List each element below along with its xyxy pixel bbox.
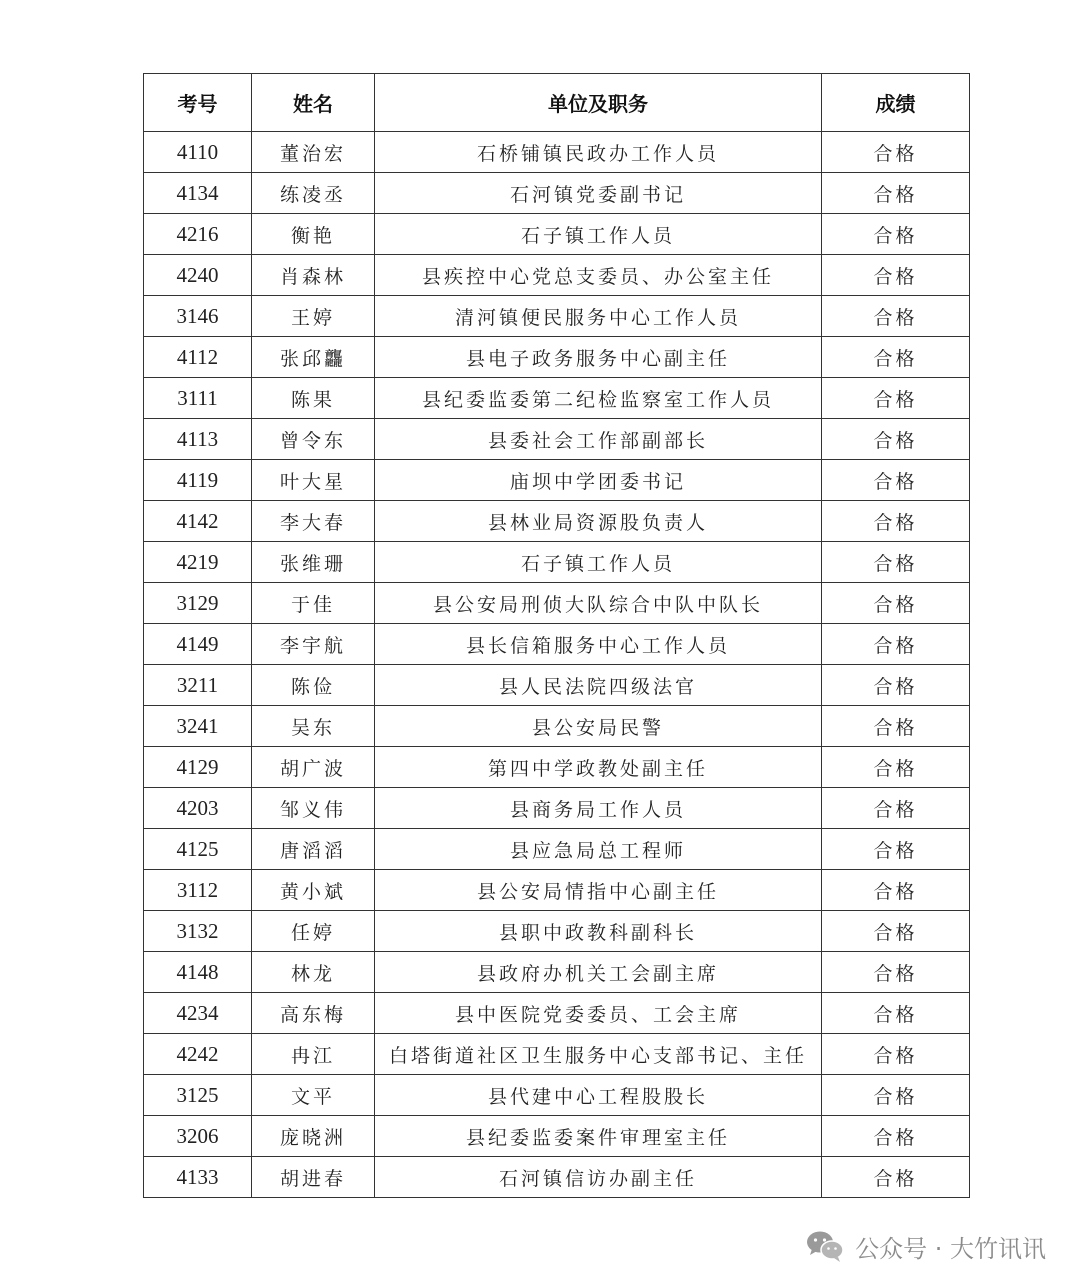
result-cell: 合格: [822, 460, 970, 501]
exam-number-cell: 3206: [144, 1116, 252, 1157]
watermark: [805, 1226, 1046, 1266]
results-table: [143, 73, 970, 1198]
unit-position-cell: 庙坝中学团委书记: [375, 460, 822, 501]
name-cell: 庞晓洲: [252, 1116, 375, 1157]
name-cell: 林龙: [252, 952, 375, 993]
exam-number-cell: 4134: [144, 173, 252, 214]
exam-number-cell: 4149: [144, 624, 252, 665]
result-cell: 合格: [822, 542, 970, 583]
name-cell: 陈俭: [252, 665, 375, 706]
unit-position-cell: 县纪委监委案件审理室主任: [375, 1116, 822, 1157]
result-cell: 合格: [822, 788, 970, 829]
header-result: 成绩: [822, 74, 970, 132]
exam-number-cell: 4234: [144, 993, 252, 1034]
result-cell: 合格: [822, 296, 970, 337]
table-row: [144, 1034, 970, 1075]
result-cell: 合格: [822, 378, 970, 419]
unit-position-cell: 石河镇党委副书记: [375, 173, 822, 214]
name-cell: 文平: [252, 1075, 375, 1116]
table-row: [144, 1116, 970, 1157]
result-cell: 合格: [822, 1157, 970, 1198]
name-cell: 李大春: [252, 501, 375, 542]
unit-position-cell: 县应急局总工程师: [375, 829, 822, 870]
results-table-container: [143, 73, 969, 1198]
exam-number-cell: 4203: [144, 788, 252, 829]
name-cell: 胡进春: [252, 1157, 375, 1198]
name-cell: 唐滔滔: [252, 829, 375, 870]
result-cell: 合格: [822, 501, 970, 542]
table-row: [144, 829, 970, 870]
table-body: [144, 132, 970, 1198]
exam-number-cell: 4240: [144, 255, 252, 296]
exam-number-cell: 4242: [144, 1034, 252, 1075]
table-row: [144, 337, 970, 378]
table-row: [144, 583, 970, 624]
unit-position-cell: 第四中学政教处副主任: [375, 747, 822, 788]
table-row: [144, 993, 970, 1034]
unit-position-cell: 县代建中心工程股股长: [375, 1075, 822, 1116]
table-row: [144, 501, 970, 542]
exam-number-cell: 4110: [144, 132, 252, 173]
exam-number-cell: 4148: [144, 952, 252, 993]
table-row: [144, 173, 970, 214]
name-cell: 叶大星: [252, 460, 375, 501]
result-cell: 合格: [822, 624, 970, 665]
table-row: [144, 296, 970, 337]
name-cell: 张维珊: [252, 542, 375, 583]
result-cell: 合格: [822, 214, 970, 255]
unit-position-cell: 县长信箱服务中心工作人员: [375, 624, 822, 665]
name-cell: 李宇航: [252, 624, 375, 665]
header-exam-number: 考号: [144, 74, 252, 132]
exam-number-cell: 3129: [144, 583, 252, 624]
table-row: [144, 378, 970, 419]
exam-number-cell: 4216: [144, 214, 252, 255]
name-cell: 曾令东: [252, 419, 375, 460]
header-unit-position: 单位及职务: [375, 74, 822, 132]
table-row: [144, 665, 970, 706]
name-cell: 任婷: [252, 911, 375, 952]
exam-number-cell: 4125: [144, 829, 252, 870]
exam-number-cell: 3132: [144, 911, 252, 952]
wechat-icon: [805, 1229, 845, 1263]
result-cell: 合格: [822, 255, 970, 296]
unit-position-cell: 白塔街道社区卫生服务中心支部书记、主任: [375, 1034, 822, 1075]
unit-position-cell: 县林业局资源股负责人: [375, 501, 822, 542]
name-cell: 黄小斌: [252, 870, 375, 911]
exam-number-cell: 4219: [144, 542, 252, 583]
unit-position-cell: 县纪委监委第二纪检监察室工作人员: [375, 378, 822, 419]
exam-number-cell: 3211: [144, 665, 252, 706]
exam-number-cell: 4113: [144, 419, 252, 460]
table-row: [144, 419, 970, 460]
exam-number-cell: 3111: [144, 378, 252, 419]
unit-position-cell: 县委社会工作部副部长: [375, 419, 822, 460]
unit-position-cell: 县政府办机关工会副主席: [375, 952, 822, 993]
result-cell: 合格: [822, 1075, 970, 1116]
result-cell: 合格: [822, 665, 970, 706]
name-cell: 于佳: [252, 583, 375, 624]
result-cell: 合格: [822, 952, 970, 993]
exam-number-cell: 4142: [144, 501, 252, 542]
name-cell: 高东梅: [252, 993, 375, 1034]
unit-position-cell: 县职中政教科副科长: [375, 911, 822, 952]
table-row: [144, 624, 970, 665]
result-cell: 合格: [822, 173, 970, 214]
table-row: [144, 132, 970, 173]
result-cell: 合格: [822, 337, 970, 378]
exam-number-cell: 4112: [144, 337, 252, 378]
table-row: [144, 788, 970, 829]
unit-position-cell: 县疾控中心党总支委员、办公室主任: [375, 255, 822, 296]
unit-position-cell: 石子镇工作人员: [375, 214, 822, 255]
exam-number-cell: 4129: [144, 747, 252, 788]
result-cell: 合格: [822, 706, 970, 747]
name-cell: 衡艳: [252, 214, 375, 255]
exam-number-cell: 4119: [144, 460, 252, 501]
result-cell: 合格: [822, 1034, 970, 1075]
unit-position-cell: 县中医院党委委员、工会主席: [375, 993, 822, 1034]
table-row: [144, 911, 970, 952]
name-cell: 胡广波: [252, 747, 375, 788]
table-row: [144, 870, 970, 911]
unit-position-cell: 县人民法院四级法官: [375, 665, 822, 706]
result-cell: 合格: [822, 583, 970, 624]
watermark-text: 公众号 · 大竹讯讯: [855, 1234, 1046, 1263]
table-header-row: [144, 74, 970, 132]
name-cell: 王婷: [252, 296, 375, 337]
result-cell: 合格: [822, 911, 970, 952]
exam-number-cell: 3112: [144, 870, 252, 911]
name-cell: 吴东: [252, 706, 375, 747]
unit-position-cell: 县商务局工作人员: [375, 788, 822, 829]
name-cell: 邹义伟: [252, 788, 375, 829]
table-row: [144, 706, 970, 747]
table-row: [144, 952, 970, 993]
result-cell: 合格: [822, 132, 970, 173]
unit-position-cell: 石子镇工作人员: [375, 542, 822, 583]
exam-number-cell: 4133: [144, 1157, 252, 1198]
result-cell: 合格: [822, 747, 970, 788]
result-cell: 合格: [822, 829, 970, 870]
exam-number-cell: 3241: [144, 706, 252, 747]
table-row: [144, 1157, 970, 1198]
unit-position-cell: 县公安局情指中心副主任: [375, 870, 822, 911]
name-cell: 张邱龘: [252, 337, 375, 378]
table-row: [144, 255, 970, 296]
name-cell: 陈果: [252, 378, 375, 419]
name-cell: 冉江: [252, 1034, 375, 1075]
exam-number-cell: 3125: [144, 1075, 252, 1116]
result-cell: 合格: [822, 1116, 970, 1157]
result-cell: 合格: [822, 870, 970, 911]
name-cell: 肖森林: [252, 255, 375, 296]
table-row: [144, 460, 970, 501]
name-cell: 董治宏: [252, 132, 375, 173]
header-name: 姓名: [252, 74, 375, 132]
exam-number-cell: 3146: [144, 296, 252, 337]
result-cell: 合格: [822, 993, 970, 1034]
unit-position-cell: 县公安局民警: [375, 706, 822, 747]
name-cell: 练凌丞: [252, 173, 375, 214]
table-row: [144, 747, 970, 788]
unit-position-cell: 石桥铺镇民政办工作人员: [375, 132, 822, 173]
unit-position-cell: 清河镇便民服务中心工作人员: [375, 296, 822, 337]
unit-position-cell: 县公安局刑侦大队综合中队中队长: [375, 583, 822, 624]
table-row: [144, 542, 970, 583]
unit-position-cell: 县电子政务服务中心副主任: [375, 337, 822, 378]
unit-position-cell: 石河镇信访办副主任: [375, 1157, 822, 1198]
result-cell: 合格: [822, 419, 970, 460]
table-row: [144, 1075, 970, 1116]
table-row: [144, 214, 970, 255]
